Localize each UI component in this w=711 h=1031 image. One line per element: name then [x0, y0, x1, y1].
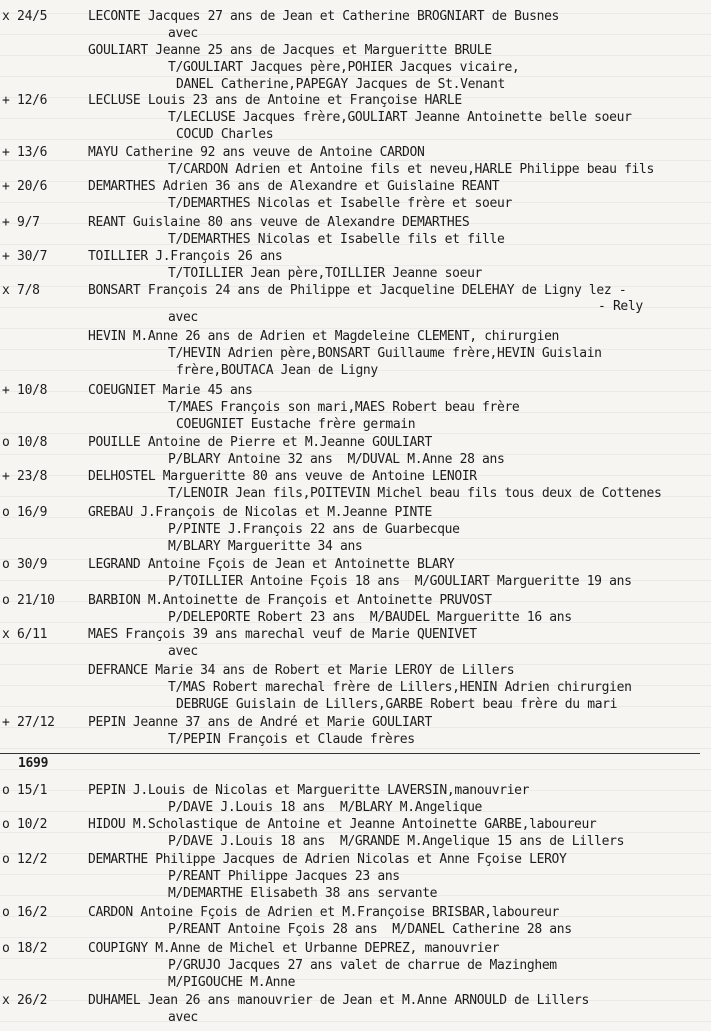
- entry-main-line: BARBION M.Antoinette de François et Antoinette PRUVOST: [88, 593, 492, 608]
- entry-detail-line: T/DEMARTHES Nicolas et Isabelle frère et soeur: [168, 196, 512, 211]
- entry-date: o 15/1: [2, 783, 48, 798]
- entry-main-line: COEUGNIET Marie 45 ans: [88, 383, 253, 398]
- entry-detail-line: P/REANT Philippe Jacques 23 ans: [168, 869, 400, 884]
- entry-detail-line: DEFRANCE Marie 34 ans de Robert et Marie LEROY de Lillers: [88, 663, 515, 678]
- entry-date: x 7/8: [2, 283, 40, 298]
- entry-detail-line: DANEL Catherine,PAPEGAY Jacques de St.Venant: [176, 77, 505, 92]
- entry-detail-line: HEVIN M.Anne 26 ans de Adrien et Magdeleine CLEMENT, chirurgien: [88, 329, 560, 344]
- entry-date: + 20/6: [2, 179, 48, 194]
- entry-detail-line: P/PINTE J.François 22 ans de Guarbecque: [168, 522, 460, 537]
- entry-detail-line: P/DELEPORTE Robert 23 ans M/BAUDEL Margueritte 16 ans: [168, 610, 572, 625]
- entry-date: o 10/8: [2, 435, 48, 450]
- entry-detail-line: avec: [168, 644, 198, 659]
- entry-date: + 23/8: [2, 469, 48, 484]
- entry-detail-line: - Rely: [598, 299, 643, 314]
- entry-detail-line: avec: [168, 310, 198, 325]
- entry-detail-line: T/MAS Robert marechal frère de Lillers,HENIN Adrien chirurgien: [168, 680, 632, 695]
- entry-detail-line: GOULIART Jeanne 25 ans de Jacques et Margueritte BRULE: [88, 43, 492, 58]
- entry-main-line: POUILLE Antoine de Pierre et M.Jeanne GOULIART: [88, 435, 432, 450]
- entry-detail-line: T/LECLUSE Jacques frère,GOULIART Jeanne Antoinette belle soeur: [168, 110, 632, 125]
- entry-detail-line: P/GRUJO Jacques 27 ans valet de charrue de Mazinghem: [168, 958, 557, 973]
- entry-main-line: LECLUSE Louis 23 ans de Antoine et Françoise HARLE: [88, 93, 462, 108]
- entry-main-line: MAYU Catherine 92 ans veuve de Antoine CARDON: [88, 145, 425, 160]
- entry-date: o 21/10: [2, 593, 55, 608]
- year-divider: [0, 753, 700, 754]
- entry-detail-line: T/PEPIN François et Claude frères: [168, 732, 415, 747]
- entry-main-line: GREBAU J.François de Nicolas et M.Jeanne PINTE: [88, 505, 432, 520]
- entry-detail-line: P/TOILLIER Antoine Fçois 18 ans M/GOULIART Margueritte 19 ans: [168, 574, 632, 589]
- entry-date: o 16/9: [2, 505, 48, 520]
- entry-detail-line: frère,BOUTACA Jean de Ligny: [176, 363, 378, 378]
- entry-detail-line: T/LENOIR Jean fils,POITEVIN Michel beau fils tous deux de Cottenes: [168, 486, 662, 501]
- entry-detail-line: DEBRUGE Guislain de Lillers,GARBE Robert beau frère du mari: [176, 697, 618, 712]
- entry-main-line: HIDOU M.Scholastique de Antoine et Jeanne Antoinette GARBE,laboureur: [88, 817, 597, 832]
- entry-detail-line: T/HEVIN Adrien père,BONSART Guillaume frère,HEVIN Guislain: [168, 346, 602, 361]
- entry-main-line: MAES François 39 ans marechal veuf de Marie QUENIVET: [88, 627, 477, 642]
- entry-date: + 9/7: [2, 215, 40, 230]
- entry-main-line: CARDON Antoine Fçois de Adrien et M.Françoise BRISBAR,laboureur: [88, 905, 560, 920]
- entry-detail-line: M/DEMARTHE Elisabeth 38 ans servante: [168, 886, 438, 901]
- entry-detail-line: T/DEMARTHES Nicolas et Isabelle fils et fille: [168, 232, 505, 247]
- entry-date: o 30/9: [2, 557, 48, 572]
- entry-date: x 24/5: [2, 9, 48, 24]
- entry-date: + 27/12: [2, 715, 55, 730]
- year-heading: 1699: [18, 756, 49, 771]
- entry-main-line: DELHOSTEL Margueritte 80 ans veuve de Antoine LENOIR: [88, 469, 477, 484]
- entry-main-line: PEPIN J.Louis de Nicolas et Margueritte LAVERSIN,manouvrier: [88, 783, 530, 798]
- entry-detail-line: avec: [168, 26, 198, 41]
- entry-detail-line: M/PIGOUCHE M.Anne: [168, 975, 296, 990]
- entry-date: o 16/2: [2, 905, 48, 920]
- entry-date: o 18/2: [2, 941, 48, 956]
- entry-main-line: LEGRAND Antoine Fçois de Jean et Antoinette BLARY: [88, 557, 455, 572]
- entry-detail-line: T/GOULIART Jacques père,POHIER Jacques vicaire,: [168, 60, 520, 75]
- entry-date: + 12/6: [2, 93, 48, 108]
- entry-main-line: REANT Guislaine 80 ans veuve de Alexandre DEMARTHES: [88, 215, 470, 230]
- entry-date: o 12/2: [2, 852, 48, 867]
- entry-date: o 10/2: [2, 817, 48, 832]
- entry-date: x 26/2: [2, 993, 48, 1008]
- entry-date: + 13/6: [2, 145, 48, 160]
- entry-main-line: DUHAMEL Jean 26 ans manouvrier de Jean et M.Anne ARNOULD de Lillers: [88, 993, 589, 1008]
- entry-detail-line: P/BLARY Antoine 32 ans M/DUVAL M.Anne 28 ans: [168, 452, 505, 467]
- entry-detail-line: T/CARDON Adrien et Antoine fils et neveu,HARLE Philippe beau fils: [168, 162, 654, 177]
- entry-detail-line: COCUD Charles: [176, 127, 274, 142]
- entry-detail-line: COEUGNIET Eustache frère germain: [176, 417, 416, 432]
- entry-main-line: PEPIN Jeanne 37 ans de André et Marie GOULIART: [88, 715, 432, 730]
- entry-main-line: LECONTE Jacques 27 ans de Jean et Catherine BROGNIART de Busnes: [88, 9, 560, 24]
- entry-main-line: TOILLIER J.François 26 ans: [88, 249, 283, 264]
- entry-detail-line: P/DAVE J.Louis 18 ans M/GRANDE M.Angelique 15 ans de Lillers: [168, 834, 625, 849]
- entry-date: x 6/11: [2, 627, 48, 642]
- entry-detail-line: P/DAVE J.Louis 18 ans M/BLARY M.Angelique: [168, 800, 483, 815]
- entry-date: + 10/8: [2, 383, 48, 398]
- entry-date: + 30/7: [2, 249, 48, 264]
- entry-main-line: COUPIGNY M.Anne de Michel et Urbanne DEPREZ, manouvrier: [88, 941, 500, 956]
- entry-main-line: DEMARTHE Philippe Jacques de Adrien Nicolas et Anne Fçoise LEROY: [88, 852, 567, 867]
- entry-detail-line: T/TOILLIER Jean père,TOILLIER Jeanne soeur: [168, 266, 483, 281]
- entry-main-line: DEMARTHES Adrien 36 ans de Alexandre et Guislaine REANT: [88, 179, 500, 194]
- entry-detail-line: M/BLARY Margueritte 34 ans: [168, 539, 363, 554]
- entry-detail-line: T/MAES François son mari,MAES Robert beau frère: [168, 400, 520, 415]
- entry-main-line: BONSART François 24 ans de Philippe et Jacqueline DELEHAY de Ligny lez -: [88, 283, 627, 298]
- entry-detail-line: avec: [168, 1010, 198, 1025]
- entry-detail-line: P/REANT Antoine Fçois 28 ans M/DANEL Catherine 28 ans: [168, 922, 572, 937]
